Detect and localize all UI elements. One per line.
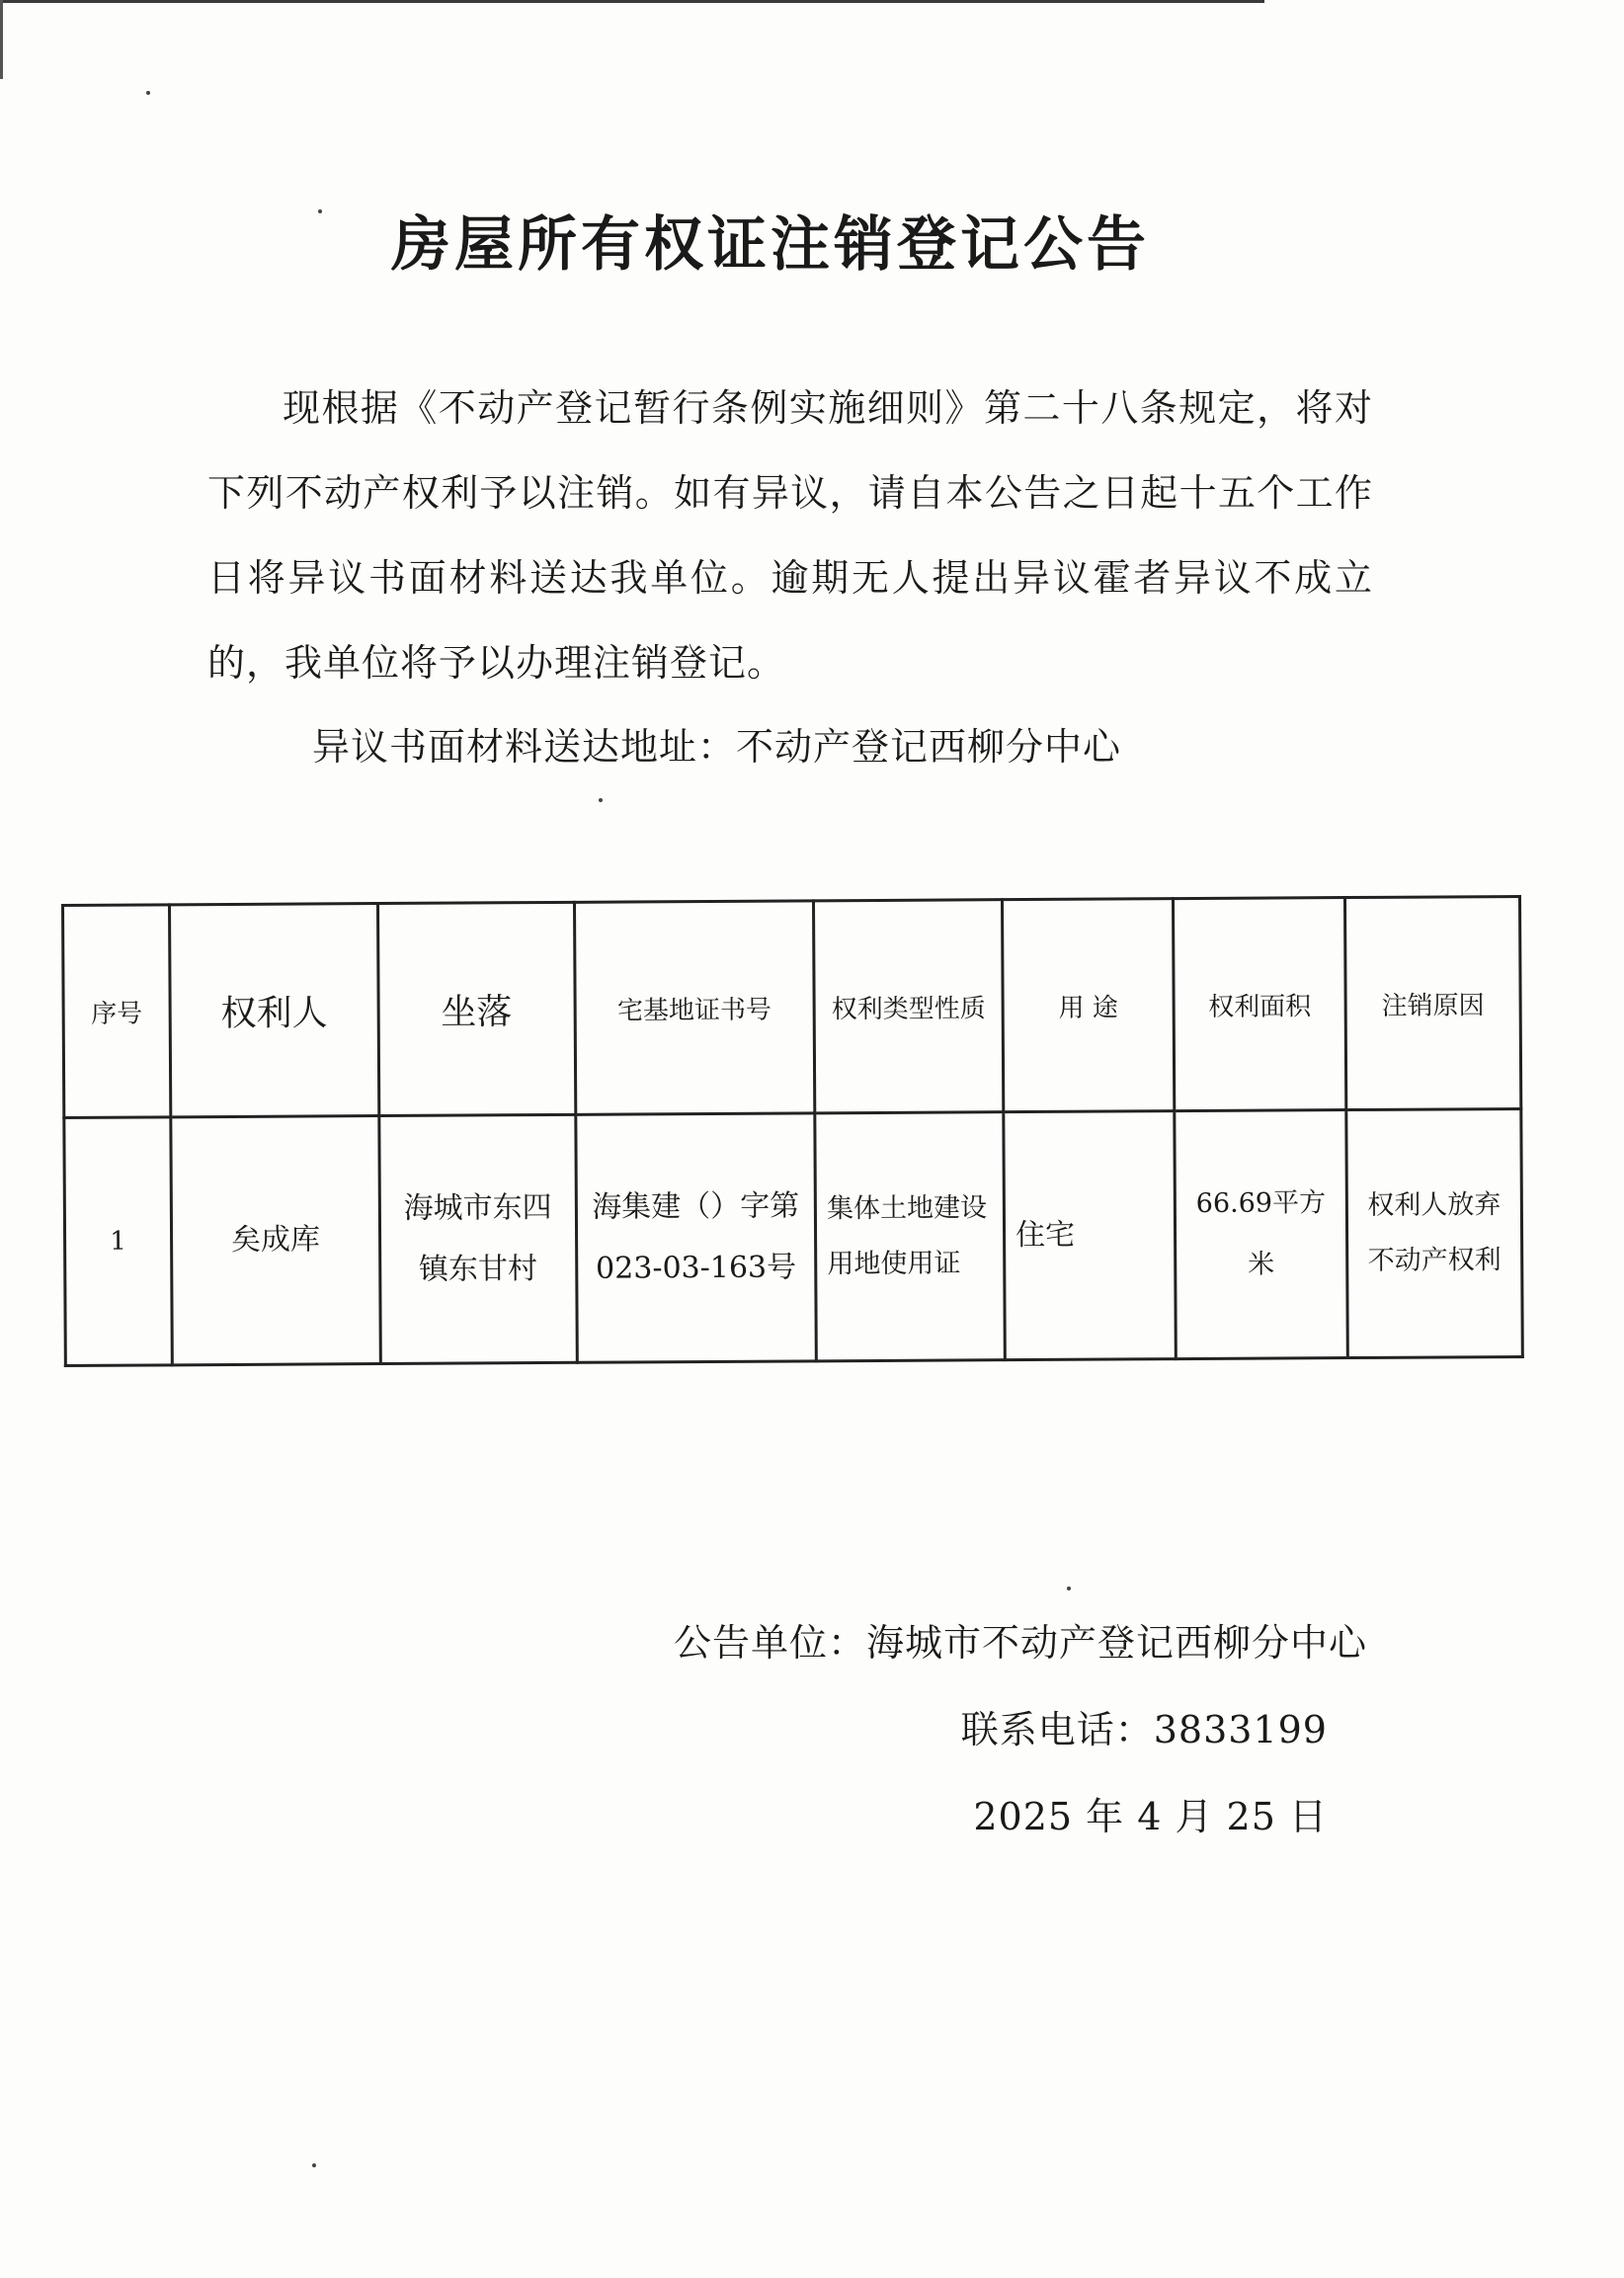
scan-speck [146, 91, 150, 95]
cell-location: 海城市东四镇东甘村 [379, 1114, 577, 1363]
scan-speck [1067, 1586, 1071, 1590]
cell-holder: 矣成库 [171, 1116, 380, 1365]
scan-speck [318, 209, 322, 213]
date-line: 2025 年 4 月 25 日 [973, 1795, 1328, 1838]
issuer-line: 公告单位：海城市不动产登记西柳分中心 [673, 1621, 1367, 1665]
table-row [64, 1108, 1523, 1365]
cell-right-type: 集体土地建设用地使用证 [815, 1112, 1005, 1361]
notice-paragraph: 现根据《不动产登记暂行条例实施细则》第二十八条规定，将对下列不动产权利予以注销。如有异议，请自本公告之日起十五个工作日将异议书面材料送达我单位。逾期无人提出异议霍者异议不成立的，我单位将予以办理注销登记。 [207, 386, 1373, 685]
scan-top-edge [0, 0, 1264, 3]
header-cert-no: 宅基地证书号 [574, 901, 815, 1114]
cancellation-table [61, 895, 1524, 1367]
cell-cert-no: 海集建（）字第023-03-163号 [575, 1113, 816, 1362]
phone-line: 联系电话：3833199 [960, 1708, 1328, 1751]
cell-reason: 权利人放弃不动产权利 [1346, 1108, 1523, 1357]
header-right-type: 权利类型性质 [814, 900, 1004, 1113]
cell-index: 1 [64, 1117, 173, 1366]
objection-address: 异议书面材料送达地址：不动产登记西柳分中心 [312, 725, 1122, 769]
notice-title: 房屋所有权证注销登记公告 [391, 210, 1150, 280]
header-index: 序号 [63, 905, 171, 1118]
cell-area: 66.69平方米 [1175, 1110, 1347, 1359]
header-usage: 用 途 [1002, 899, 1174, 1112]
header-area: 权利面积 [1174, 898, 1346, 1111]
header-location: 坐落 [377, 902, 575, 1115]
cell-usage: 住宅 [1004, 1111, 1177, 1360]
scan-speck [312, 2163, 316, 2167]
scan-speck [599, 798, 603, 802]
table-header-row [63, 896, 1521, 1117]
header-holder: 权利人 [170, 904, 379, 1117]
scan-left-edge [0, 0, 3, 79]
header-reason: 注销原因 [1344, 896, 1520, 1109]
